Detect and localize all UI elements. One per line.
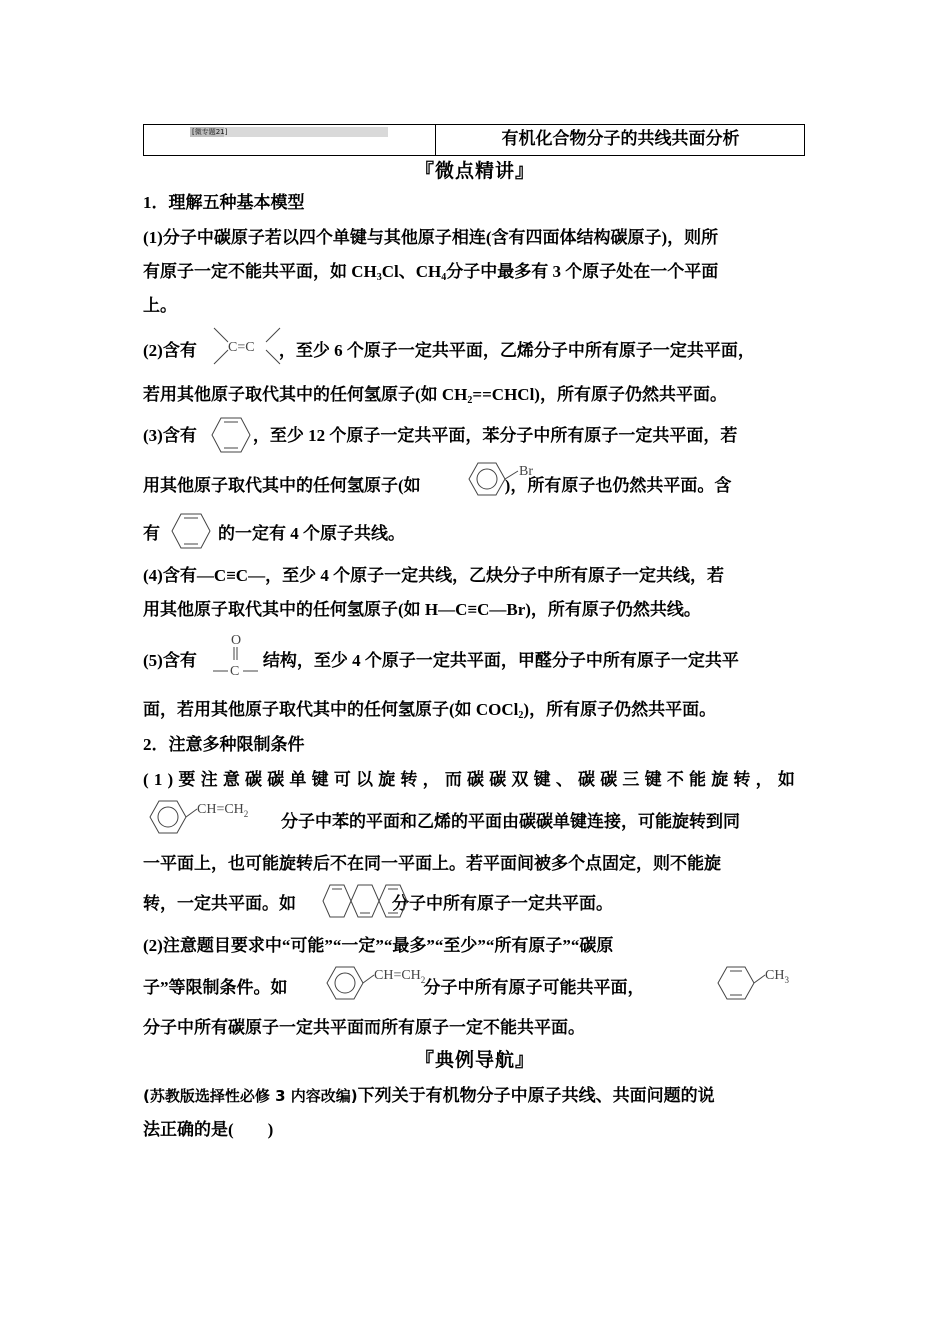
bromobenzene-structure-icon: [466, 460, 546, 500]
para-1-line-3: 上。: [143, 296, 177, 315]
benzene-ring-icon-2: [170, 512, 212, 550]
alkene-structure-icon: [210, 324, 284, 368]
example-line-2: 法正确的是( ): [143, 1120, 274, 1139]
benzene-ring-icon: [210, 416, 252, 454]
para-3-line-3: 有 的一定有 4 个原子共线。: [143, 524, 405, 543]
restriction-1-line-1: (1)要注意碳碳单键可以旋转，而碳碳双键、碳碳三键不能旋转，如: [143, 770, 801, 789]
carbonyl-structure-icon: [210, 630, 262, 678]
example-line-1: (苏教版选择性必修 3 内容改编)下列关于有机物分子中原子共线、共面问题的说: [143, 1086, 715, 1105]
heading-five-models: 1．理解五种基本模型: [143, 193, 305, 212]
para-3-line-2: 用其他原子取代其中的任何氢原子(如 )，所有原子也仍然共平面。含: [143, 476, 732, 495]
para-4-line-1: (4)含有—C≡C—，至少 4 个原子一定共线，乙炔分子中所有原子一定共线，若: [143, 566, 725, 585]
para-5-line-1: (5)含有 结构，至少 4 个原子一定共平面，甲醛分子中所有原子一定共平: [143, 651, 739, 670]
restriction-2-line-3: 分子中所有碳原子一定共平面而所有原子一定不能共平面。: [143, 1018, 585, 1037]
svg-text:CH=CH2: $CH=CH_2$: [197, 802, 249, 819]
styrene-structure-icon: [147, 796, 275, 836]
topic-title: 有机化合物分子的共线共面分析: [501, 129, 740, 149]
alkene-formula: C=C: [228, 340, 255, 355]
restriction-1-line-2: 分子中苯的平面和乙烯的平面由碳碳单键连接，可能旋转到同: [281, 812, 740, 831]
section-heading-points: 『微点精讲』: [414, 160, 535, 182]
svg-text:C: C: [230, 664, 240, 678]
toluene-structure-icon: [715, 960, 805, 1002]
para-4-line-2: 用其他原子取代其中的任何氢原子(如 H—C≡C—Br)，所有原子仍然共线。: [143, 600, 701, 619]
para-5-line-2: 面，若用其他原子取代其中的任何氢原子(如 COCl$_2$)，所有原子仍然共平面。: [143, 700, 717, 721]
svg-text:CH=CH2: $CH=CH_2$: [374, 968, 426, 985]
svg-text:Br: Br: [519, 464, 533, 479]
styrene-structure-icon-2: [324, 960, 452, 1002]
svg-text:O: O: [231, 633, 242, 648]
topic-tag: [微专题21]: [190, 127, 388, 137]
para-2-line-1: (2)含有 ，至少 6 个原子一定共平面，乙烯分子中所有原子一定共平面，: [143, 341, 755, 360]
restriction-2-line-1: (2)注意题目要求中“可能”“一定”“最多”“至少”“所有原子”“碳原: [143, 936, 614, 955]
para-3-line-1: (3)含有 ，至少 12 个原子一定共平面，苯分子中所有原子一定共平面，若: [143, 426, 738, 445]
para-1-line-1: (1)分子中碳原子若以四个单键与其他原子相连(含有四面体结构碳原子)，则所: [143, 228, 719, 247]
para-2-line-2: 若用其他原子取代其中的任何氢原子(如 $CH_2==CHCl$)，所有原子仍然共平面。: [143, 385, 727, 406]
restriction-1-line-4: 转，一定共平面。如 分子中所有原子一定共平面。: [143, 894, 613, 913]
section-heading-examples: 『典例导航』: [414, 1049, 535, 1071]
para-1-line-2: 有原子一定不能共平面，如 $CH_3Cl$、$CH_4$分子中最多有 3 个原子处在一个平面: [143, 262, 719, 283]
anthracene-structure-icon: [320, 882, 414, 920]
svg-text:CH3: $CH_3$: [765, 968, 789, 985]
restriction-2-line-2: 子”等限制条件。如 分子中所有原子可能共平面，: [143, 978, 645, 997]
heading-restrictions: 2．注意多种限制条件: [143, 735, 305, 754]
restriction-1-line-3: 一平面上，也可能旋转后不在同一平面上。若平面间被多个点固定，则不能旋: [143, 854, 721, 873]
